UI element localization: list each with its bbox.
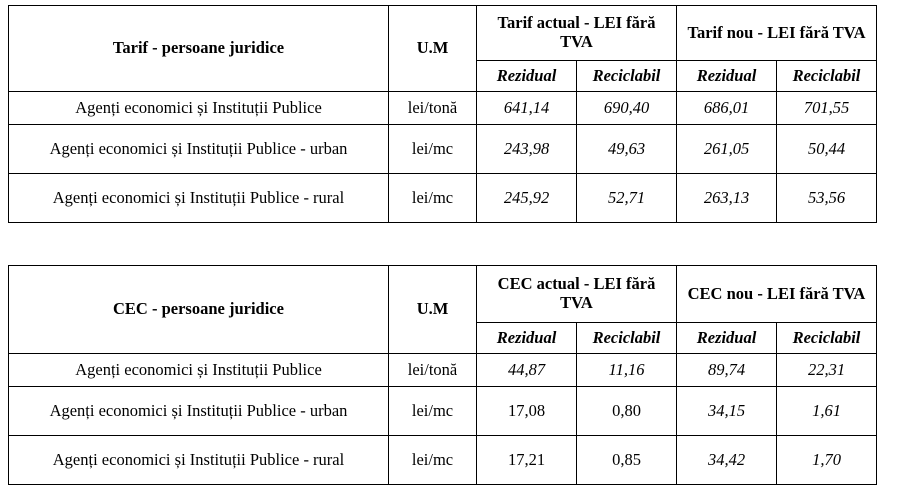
cell-new-residual: 263,13 — [677, 174, 777, 223]
header-unit-column: U.M — [389, 266, 477, 354]
row-label: Agenți economici și Instituții Publice - urban — [9, 387, 389, 436]
header-subcol-current-recyclable: Reciclabil — [577, 61, 677, 92]
header-label-column: Tarif - persoane juridice — [9, 6, 389, 92]
table-row — [9, 436, 877, 485]
table-header-row-groups — [9, 6, 877, 61]
cell-current-residual: 245,92 — [477, 174, 577, 223]
cell-new-residual: 261,05 — [677, 125, 777, 174]
cell-current-residual: 641,14 — [477, 92, 577, 125]
row-unit: lei/mc — [389, 174, 477, 223]
header-subcol-new-recyclable: Reciclabil — [777, 323, 877, 354]
tariff-table-juridical-persons — [8, 5, 877, 223]
header-subcol-new-residual: Rezidual — [677, 61, 777, 92]
cell-new-recyclable: 1,70 — [777, 436, 877, 485]
row-unit: lei/tonă — [389, 92, 477, 125]
cell-current-residual: 17,08 — [477, 387, 577, 436]
cell-new-recyclable: 22,31 — [777, 354, 877, 387]
cell-current-recyclable: 0,85 — [577, 436, 677, 485]
table-header-row-groups — [9, 266, 877, 323]
header-group-current: Tarif actual - LEI fără TVA — [477, 6, 677, 61]
table-row — [9, 92, 877, 125]
cell-new-residual: 686,01 — [677, 92, 777, 125]
cell-current-recyclable: 0,80 — [577, 387, 677, 436]
cell-current-recyclable: 11,16 — [577, 354, 677, 387]
header-group-new: CEC nou - LEI fără TVA — [677, 266, 877, 323]
cell-new-recyclable: 701,55 — [777, 92, 877, 125]
cell-current-residual: 44,87 — [477, 354, 577, 387]
header-group-current: CEC actual - LEI fără TVA — [477, 266, 677, 323]
cec-table-juridical-persons — [8, 265, 877, 485]
cell-new-residual: 34,42 — [677, 436, 777, 485]
row-label: Agenți economici și Instituții Publice — [9, 354, 389, 387]
row-label: Agenți economici și Instituții Publice - rural — [9, 436, 389, 485]
header-label-column: CEC - persoane juridice — [9, 266, 389, 354]
cell-new-recyclable: 53,56 — [777, 174, 877, 223]
header-subcol-new-residual: Rezidual — [677, 323, 777, 354]
table-row — [9, 354, 877, 387]
row-unit: lei/mc — [389, 125, 477, 174]
header-subcol-new-recyclable: Reciclabil — [777, 61, 877, 92]
table-row — [9, 174, 877, 223]
row-unit: lei/mc — [389, 436, 477, 485]
row-label: Agenți economici și Instituții Publice - urban — [9, 125, 389, 174]
row-label: Agenți economici și Instituții Publice - rural — [9, 174, 389, 223]
cell-new-residual: 89,74 — [677, 354, 777, 387]
row-unit: lei/mc — [389, 387, 477, 436]
cell-new-recyclable: 50,44 — [777, 125, 877, 174]
cell-current-residual: 243,98 — [477, 125, 577, 174]
header-subcol-current-residual: Rezidual — [477, 323, 577, 354]
header-group-new: Tarif nou - LEI fără TVA — [677, 6, 877, 61]
cell-new-recyclable: 1,61 — [777, 387, 877, 436]
header-subcol-current-residual: Rezidual — [477, 61, 577, 92]
cell-current-residual: 17,21 — [477, 436, 577, 485]
row-unit: lei/tonă — [389, 354, 477, 387]
header-unit-column: U.M — [389, 6, 477, 92]
table-row — [9, 387, 877, 436]
table-row — [9, 125, 877, 174]
cell-current-recyclable: 52,71 — [577, 174, 677, 223]
cell-current-recyclable: 49,63 — [577, 125, 677, 174]
cell-new-residual: 34,15 — [677, 387, 777, 436]
header-subcol-current-recyclable: Reciclabil — [577, 323, 677, 354]
row-label: Agenți economici și Instituții Publice — [9, 92, 389, 125]
cell-current-recyclable: 690,40 — [577, 92, 677, 125]
